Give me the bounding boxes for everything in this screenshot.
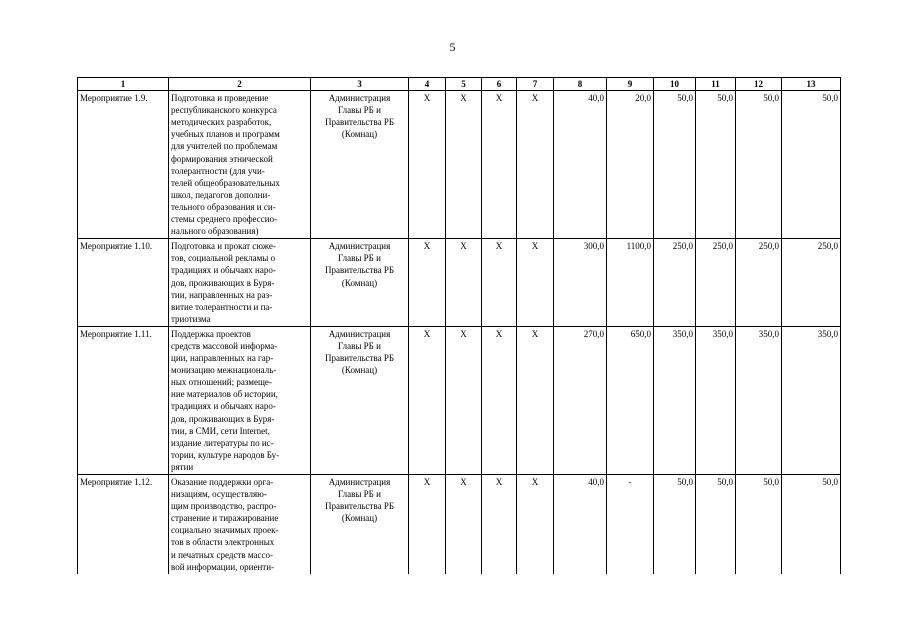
cell-col-10: 350,0: [654, 326, 696, 474]
column-header: 5: [446, 78, 482, 91]
column-header: 1: [78, 78, 169, 91]
column-header: 7: [517, 78, 554, 91]
column-header: 8: [554, 78, 607, 91]
cell-col-6: X: [482, 475, 517, 574]
column-header: 10: [654, 78, 696, 91]
cell-col-4: X: [409, 239, 446, 327]
cell-col-6: X: [482, 326, 517, 474]
measure-executor: Администрация Главы РБ и Правительства РБ (Комнац): [311, 475, 409, 574]
cell-col-4: X: [409, 475, 446, 574]
cell-col-13: 50,0: [782, 475, 841, 574]
measure-description: Подготовка и проведение республиканского конкурса методических разработок, учебных планов и программ для учителей по проблемам формирования этнической толерантности (для учи- телей общеобразовательных школ, педагогов дополни- тельного образования и си- стемы среднего профессио- нального образования): [169, 91, 311, 239]
column-header: 6: [482, 78, 517, 91]
measure-description: Оказание поддержки орга- низациям, осуществляю- щим производство, распро- странение и тиражирование социально значимых проек- тов в области электронных и печатных средств массо- вой информации, ориенти-: [169, 475, 311, 574]
cell-col-11: 50,0: [696, 91, 736, 239]
measure-description: Поддержка проектов средств массовой информа- ции, направленных на гар- монизацию межнациональ- ных отношений; размеще- ние материалов об истории, традициях и обычаях наро- дов, проживающих в Буря- тии, в СМИ, сети Internet, издание литературы по ис- тории, культуре народов Бу- рятии: [169, 326, 311, 474]
cell-col-8: 40,0: [554, 475, 607, 574]
table-row: [78, 91, 841, 239]
cell-col-8: 40,0: [554, 91, 607, 239]
measure-executor: Администрация Главы РБ и Правительства РБ (Комнац): [311, 326, 409, 474]
cell-col-13: 250,0: [782, 239, 841, 327]
column-header: 11: [696, 78, 736, 91]
cell-col-13: 350,0: [782, 326, 841, 474]
cell-col-11: 250,0: [696, 239, 736, 327]
cell-col-7: X: [517, 239, 554, 327]
cell-col-12: 250,0: [736, 239, 782, 327]
cell-col-13: 50,0: [782, 91, 841, 239]
cell-col-11: 50,0: [696, 475, 736, 574]
cell-col-6: X: [482, 239, 517, 327]
cell-col-8: 300,0: [554, 239, 607, 327]
cell-col-5: X: [446, 91, 482, 239]
header-row: [78, 78, 841, 91]
cell-col-4: X: [409, 91, 446, 239]
cell-col-9: 1100,0: [607, 239, 654, 327]
table-row: [78, 475, 841, 574]
table-row: [78, 326, 841, 474]
cell-col-6: X: [482, 91, 517, 239]
measure-executor: Администрация Главы РБ и Правительства РБ (Комнац): [311, 91, 409, 239]
cell-col-12: 50,0: [736, 475, 782, 574]
measure-name: Мероприятие 1.11.: [78, 326, 169, 474]
cell-col-8: 270,0: [554, 326, 607, 474]
cell-col-7: X: [517, 91, 554, 239]
column-header: 9: [607, 78, 654, 91]
cell-col-12: 350,0: [736, 326, 782, 474]
cell-col-5: X: [446, 239, 482, 327]
column-header: 12: [736, 78, 782, 91]
cell-col-7: X: [517, 475, 554, 574]
cell-col-10: 250,0: [654, 239, 696, 327]
table-row: [78, 239, 841, 327]
page-number: 5: [449, 40, 456, 54]
column-header: 4: [409, 78, 446, 91]
cell-col-5: X: [446, 326, 482, 474]
cell-col-9: 650,0: [607, 326, 654, 474]
measure-name: Мероприятие 1.9.: [78, 91, 169, 239]
cell-col-4: X: [409, 326, 446, 474]
cell-col-7: X: [517, 326, 554, 474]
cell-col-12: 50,0: [736, 91, 782, 239]
column-header: 2: [169, 78, 311, 91]
column-header: 13: [782, 78, 841, 91]
cell-col-9: -: [607, 475, 654, 574]
cell-col-9: 20,0: [607, 91, 654, 239]
measure-name: Мероприятие 1.10.: [78, 239, 169, 327]
measure-description: Подготовка и прокат сюже- тов, социальной рекламы о традициях и обычаях наро- дов, проживающих в Буря- тии, направленных на раз- витие толерантности и па- триотизма: [169, 239, 311, 327]
cell-col-10: 50,0: [654, 91, 696, 239]
cell-col-10: 50,0: [654, 475, 696, 574]
program-measures-table: [77, 77, 841, 574]
measure-name: Мероприятие 1.12.: [78, 475, 169, 574]
cell-col-11: 350,0: [696, 326, 736, 474]
measure-executor: Администрация Главы РБ и Правительства РБ (Комнац): [311, 239, 409, 327]
column-header: 3: [311, 78, 409, 91]
cell-col-5: X: [446, 475, 482, 574]
